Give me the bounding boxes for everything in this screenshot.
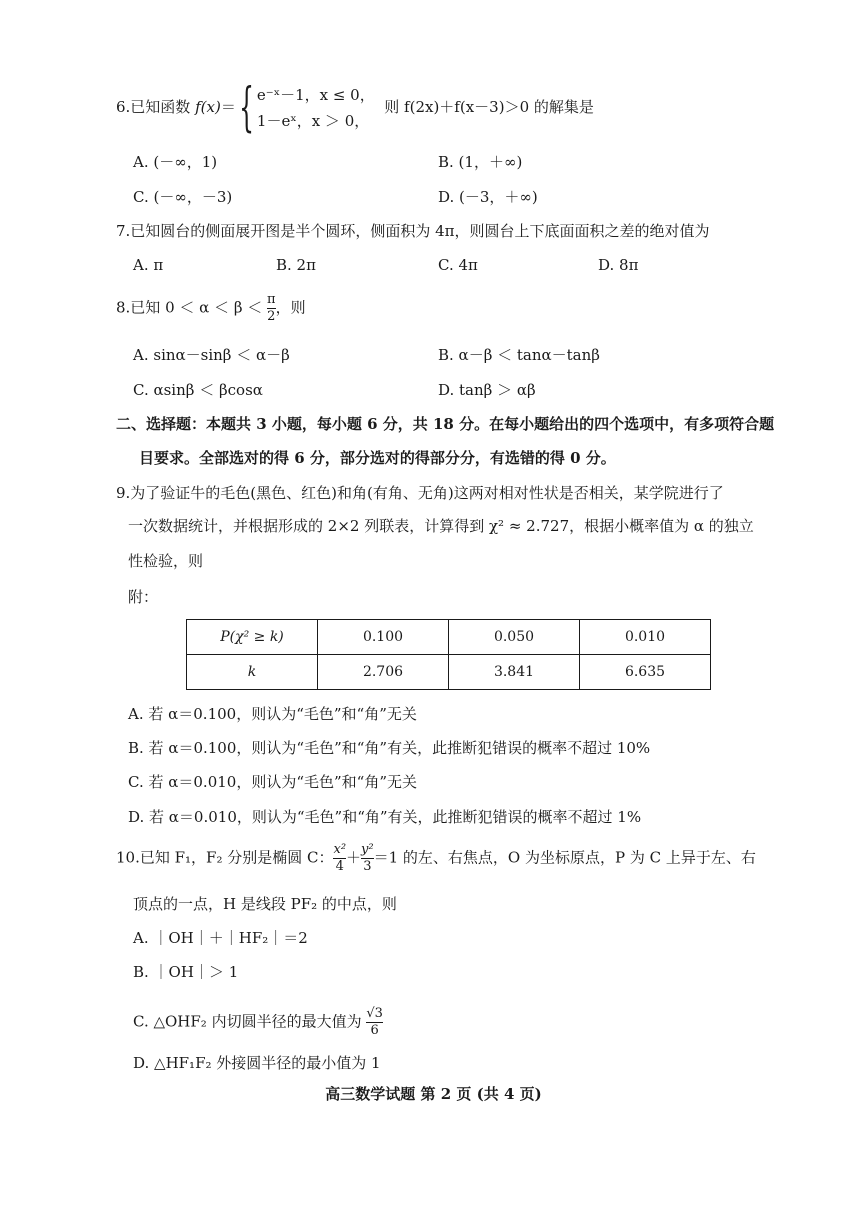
q6-brace: { — [238, 78, 254, 138]
q8-option-c: C. αsinβ ＜ βcosα — [133, 381, 263, 399]
table-cell: 6.635 — [580, 655, 711, 690]
q8-option-b: B. α－β ＜ tanα－tanβ — [438, 346, 600, 364]
table-cell: 0.100 — [318, 620, 449, 655]
q10-fy-num: y² — [361, 842, 374, 857]
q6-option-b: B. (1，＋∞) — [438, 153, 523, 171]
q6-prefix: 6.已知函数 — [116, 98, 196, 116]
q8-option-d: D. tanβ ＞ αβ — [438, 381, 536, 399]
q10-c-den: 6 — [370, 1023, 379, 1038]
q10-prefix: 10.已知 F₁，F₂ 分别是椭圆 C： — [116, 848, 334, 867]
question-10-line2: 顶点的一点，H 是线段 PF₂ 的中点，则 — [133, 895, 397, 913]
section-2-line2: 目要求。全部选对的得 6 分，部分选对的得部分分，有选错的得 0 分。 — [139, 449, 616, 467]
table-cell: 0.050 — [449, 620, 580, 655]
q6-func: f(x) — [195, 98, 221, 116]
q8-option-a: A. sinα－sinβ ＜ α－β — [133, 346, 290, 364]
table-row — [187, 655, 711, 690]
q7-option-d: D. 8π — [598, 256, 639, 274]
question-9-line1: 9.为了验证牛的毛色(黑色、红色)和角(有角、无角)这两对相对性状是否相关，某学院进行了 — [116, 484, 724, 502]
page-footer: 高三数学试题 第 2 页 (共 4 页) — [325, 1085, 542, 1103]
question-9-appendix: 附： — [128, 588, 159, 606]
q6-option-d: D. (－3，＋∞) — [438, 188, 538, 206]
table-cell: P(χ² ≥ k) — [187, 620, 318, 655]
question-10-stem — [116, 842, 756, 875]
q10-c-num: √3 — [366, 1006, 383, 1021]
q10-fy-den: 3 — [363, 859, 372, 874]
q9-option-c: C. 若 α＝0.010，则认为“毛色”和“角”无关 — [128, 773, 417, 791]
table-row — [187, 620, 711, 655]
q6-case1: e⁻ˣ－1，x ≤ 0， — [256, 86, 375, 104]
table-cell: 2.706 — [318, 655, 449, 690]
q9-option-a: A. 若 α＝0.100，则认为“毛色”和“角”无关 — [128, 705, 417, 723]
q6-option-c: C. (－∞，－3) — [133, 188, 233, 206]
critical-value-table — [186, 619, 711, 690]
q6-eq: ＝ — [220, 98, 236, 116]
q10-c-fraction — [366, 1006, 383, 1039]
q6-piecewise — [257, 82, 375, 134]
section-2-line1: 二、选择题：本题共 3 小题，每小题 6 分，共 18 分。在每小题给出的四个选项中，有多项符合题 — [116, 415, 775, 433]
q10-fx-num: x² — [333, 842, 347, 857]
q10-fx-den: 4 — [335, 859, 344, 874]
q7-option-b: B. 2π — [276, 256, 316, 274]
q6-option-a: A. (－∞，1) — [133, 153, 218, 171]
q8-prefix: 8.已知 0 ＜ α ＜ β ＜ — [116, 298, 268, 317]
q8-frac-num: π — [267, 292, 276, 307]
q10-frac-x — [333, 842, 346, 875]
q7-option-c: C. 4π — [438, 256, 478, 274]
question-7-stem: 7.已知圆台的侧面展开图是半个圆环，侧面积为 4π，则圆台上下底面面积之差的绝对值为 — [116, 222, 710, 240]
q10-plus: ＋ — [346, 848, 362, 867]
question-6-stem — [116, 78, 594, 138]
q10-suffix: ＝1 的左、右焦点，O 为坐标原点，P 为 C 上异于左、右 — [373, 848, 756, 867]
q10-frac-y — [361, 842, 374, 875]
q6-case2: 1－eˣ，x ＞ 0， — [256, 112, 370, 130]
q10-option-d: D. △HF₁F₂ 外接圆半径的最小值为 1 — [133, 1054, 381, 1072]
q9-option-d: D. 若 α＝0.010，则认为“毛色”和“角”有关，此推断犯错误的概率不超过 1% — [128, 808, 642, 826]
q10-option-c — [133, 1006, 383, 1039]
q10-option-b: B. ｜OH｜＞ 1 — [133, 963, 239, 981]
q6-suffix: 则 f(2x)＋f(x－3)＞0 的解集是 — [384, 98, 594, 116]
question-9-line2: 一次数据统计，并根据形成的 2×2 列联表，计算得到 χ² ≈ 2.727，根据小概率值为 α 的独立 — [128, 517, 754, 535]
table-cell: k — [187, 655, 318, 690]
q9-option-b: B. 若 α＝0.100，则认为“毛色”和“角”有关，此推断犯错误的概率不超过 10% — [128, 739, 651, 757]
table-cell: 3.841 — [449, 655, 580, 690]
table-cell: 0.010 — [580, 620, 711, 655]
q10-option-a: A. ｜OH｜＋｜HF₂｜＝2 — [133, 929, 308, 947]
question-9-line3: 性检验，则 — [128, 552, 204, 570]
q8-fraction — [267, 292, 276, 325]
q7-option-a: A. π — [133, 256, 164, 274]
q8-suffix: ，则 — [275, 298, 306, 317]
q8-frac-den: 2 — [267, 309, 276, 324]
question-8-stem — [116, 292, 306, 325]
q10-c-prefix: C. △OHF₂ 内切圆半径的最大值为 — [133, 1012, 367, 1031]
